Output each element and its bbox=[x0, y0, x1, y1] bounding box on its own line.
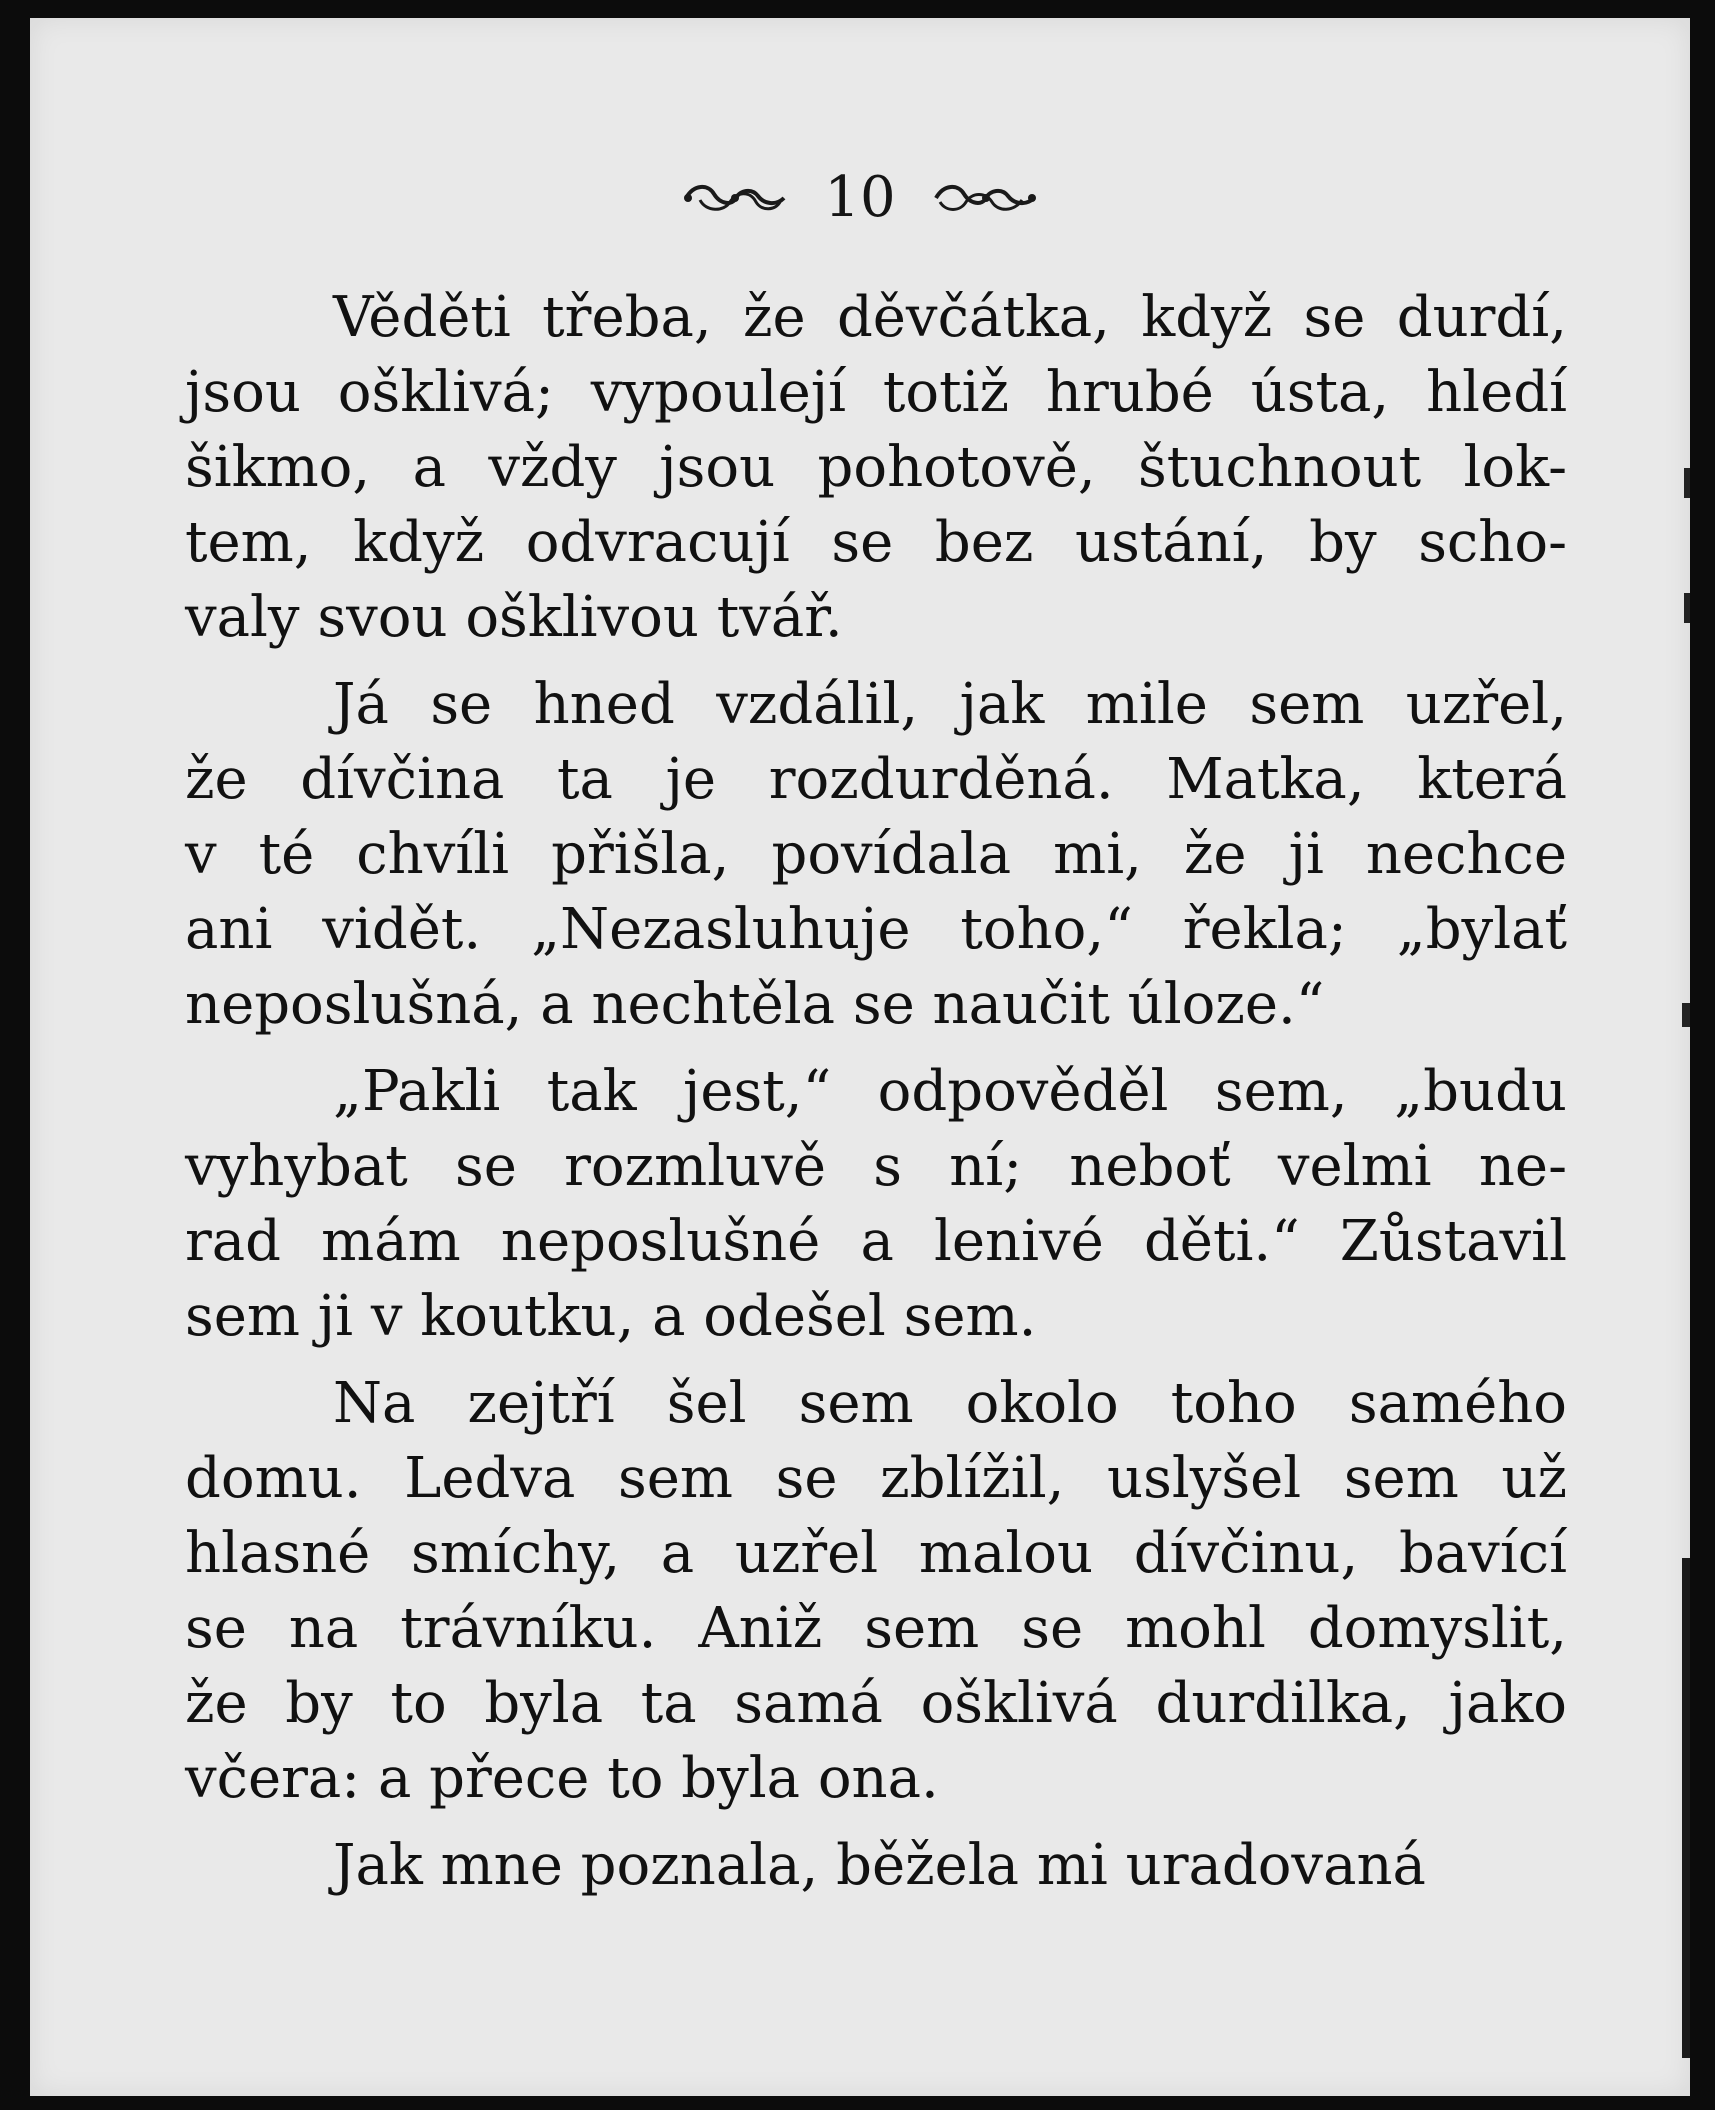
text-line: Věděti třeba, že děvčátka, když se durdí, bbox=[333, 285, 1567, 350]
scan-mark bbox=[1682, 1003, 1690, 1027]
right-ornament-icon bbox=[930, 176, 1040, 220]
text-line: Já se hned vzdálil, jak mile sem uzřel, bbox=[333, 672, 1567, 737]
paragraph bbox=[185, 280, 1567, 655]
text-line: že by to byla ta samá ošklivá durdilka, jako bbox=[185, 1671, 1567, 1736]
text-line: v té chvíli přišla, povídala mi, že ji nechce bbox=[185, 822, 1567, 887]
text-line: ani vidět. „Nezasluhuje toho,“ řekla; „bylať bbox=[185, 897, 1567, 962]
scan-mark bbox=[1684, 593, 1690, 623]
book-page bbox=[30, 18, 1690, 2096]
page-header bbox=[30, 158, 1690, 238]
scan-mark bbox=[1684, 468, 1690, 498]
text-line: rad mám neposlušné a lenivé děti.“ Zůstavil bbox=[185, 1209, 1567, 1274]
text-line: jsou ošklivá; vypoulejí totiž hrubé ústa, hledí bbox=[185, 360, 1567, 425]
scan-mark bbox=[1682, 1558, 1690, 2058]
paragraph bbox=[185, 1828, 1567, 1903]
paragraph bbox=[185, 1366, 1567, 1816]
text-line: že dívčina ta je rozdurděná. Matka, která bbox=[185, 747, 1567, 812]
text-line: hlasné smíchy, a uzřel malou dívčinu, bavící bbox=[185, 1521, 1567, 1586]
body-text bbox=[185, 280, 1567, 1915]
text-line: „Pakli tak jest,“ odpověděl sem, „budu bbox=[333, 1059, 1567, 1124]
text-line: Na zejtří šel sem okolo toho samého bbox=[333, 1371, 1567, 1436]
text-line: neposlušná, a nechtěla se naučit úloze.“ bbox=[185, 972, 1325, 1037]
paragraph bbox=[185, 1054, 1567, 1354]
text-line: včera: a přece to byla ona. bbox=[185, 1746, 939, 1811]
text-line: sem ji v koutku, a odešel sem. bbox=[185, 1284, 1037, 1349]
text-line: Jak mne poznala, běžela mi uradovaná bbox=[333, 1833, 1426, 1898]
text-line: se na trávníku. Aniž sem se mohl domyslit, bbox=[185, 1596, 1567, 1661]
text-line: tem, když odvracují se bez ustání, by scho- bbox=[185, 510, 1567, 575]
paragraph bbox=[185, 667, 1567, 1042]
page-number: 10 bbox=[824, 165, 896, 230]
text-line: domu. Ledva sem se zblížil, uslyšel sem už bbox=[185, 1446, 1567, 1511]
text-line: valy svou ošklivou tvář. bbox=[185, 585, 843, 650]
text-line: vyhybat se rozmluvě s ní; neboť velmi ne- bbox=[185, 1134, 1567, 1199]
left-ornament-icon bbox=[680, 176, 790, 220]
text-line: šikmo, a vždy jsou pohotově, štuchnout lok- bbox=[185, 435, 1567, 500]
